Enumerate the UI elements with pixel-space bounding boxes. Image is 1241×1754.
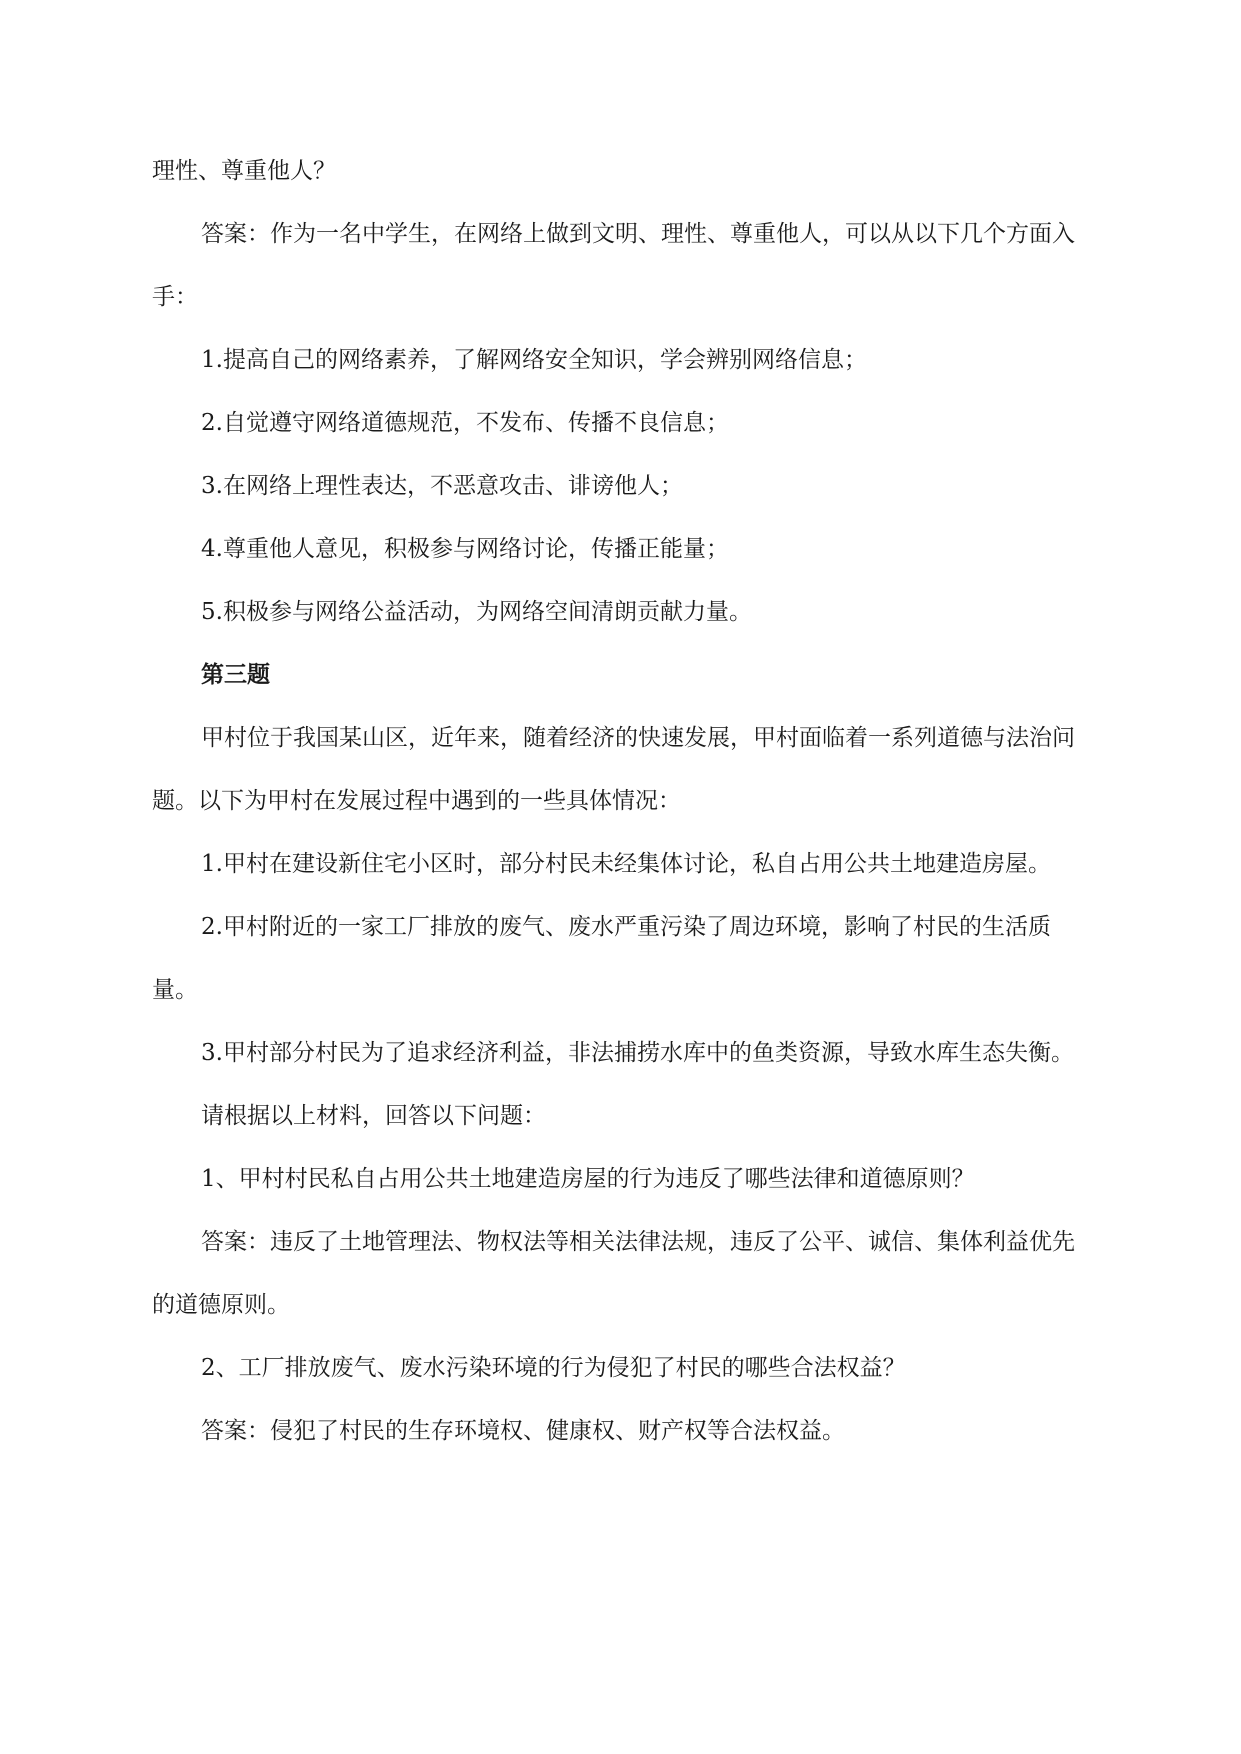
paragraph-case-item-3: 3.甲村部分村民为了追求经济利益，非法捕捞水库中的鱼类资源，导致水库生态失衡。 [201, 1040, 1074, 1066]
paragraph-question-2: 2、工厂排放废气、废水污染环境的行为侵犯了村民的哪些合法权益？ [201, 1355, 906, 1381]
paragraph-case-item-2: 2.甲村附近的一家工厂排放的废气、废水严重污染了周边环境，影响了村民的生活质量。 [152, 914, 1051, 1003]
paragraph-answer-item-4: 4.尊重他人意见，积极参与网络讨论，传播正能量； [201, 536, 729, 562]
paragraph-case-item-1: 1.甲村在建设新住宅小区时，部分村民未经集体讨论，私自占用公共土地建造房屋。 [201, 851, 1051, 877]
document-page [152, 140, 1092, 1463]
paragraph-answer-item-5: 5.积极参与网络公益活动，为网络空间清朗贡献力量。 [201, 599, 752, 625]
paragraph-answer-1: 答案：违反了土地管理法、物权法等相关法律法规，违反了公平、诚信、集体利益优先的道德原则。 [152, 1229, 1075, 1318]
paragraph-answer-item-2: 2.自觉遵守网络道德规范，不发布、传播不良信息； [201, 410, 729, 436]
paragraph-question-continuation: 理性、尊重他人？ [152, 158, 336, 184]
paragraph-answer-item-3: 3.在网络上理性表达，不恶意攻击、诽谤他人； [201, 473, 683, 499]
paragraph-answer-intro: 答案：作为一名中学生，在网络上做到文明、理性、尊重他人，可以从以下几个方面入手： [152, 221, 1075, 310]
section-heading: 第三题 [201, 662, 270, 688]
paragraph-answer-2: 答案：侵犯了村民的生存环境权、健康权、财产权等合法权益。 [201, 1418, 845, 1444]
paragraph-instruction: 请根据以上材料，回答以下问题： [201, 1103, 546, 1129]
paragraph-question-1: 1、甲村村民私自占用公共土地建造房屋的行为违反了哪些法律和道德原则？ [201, 1166, 975, 1192]
paragraph-case-intro: 甲村位于我国某山区，近年来，随着经济的快速发展，甲村面临着一系列道德与法治问题。以下为甲村在发展过程中遇到的一些具体情况： [152, 725, 1075, 814]
paragraph-answer-item-1: 1.提高自己的网络素养，了解网络安全知识，学会辨别网络信息； [201, 347, 867, 373]
